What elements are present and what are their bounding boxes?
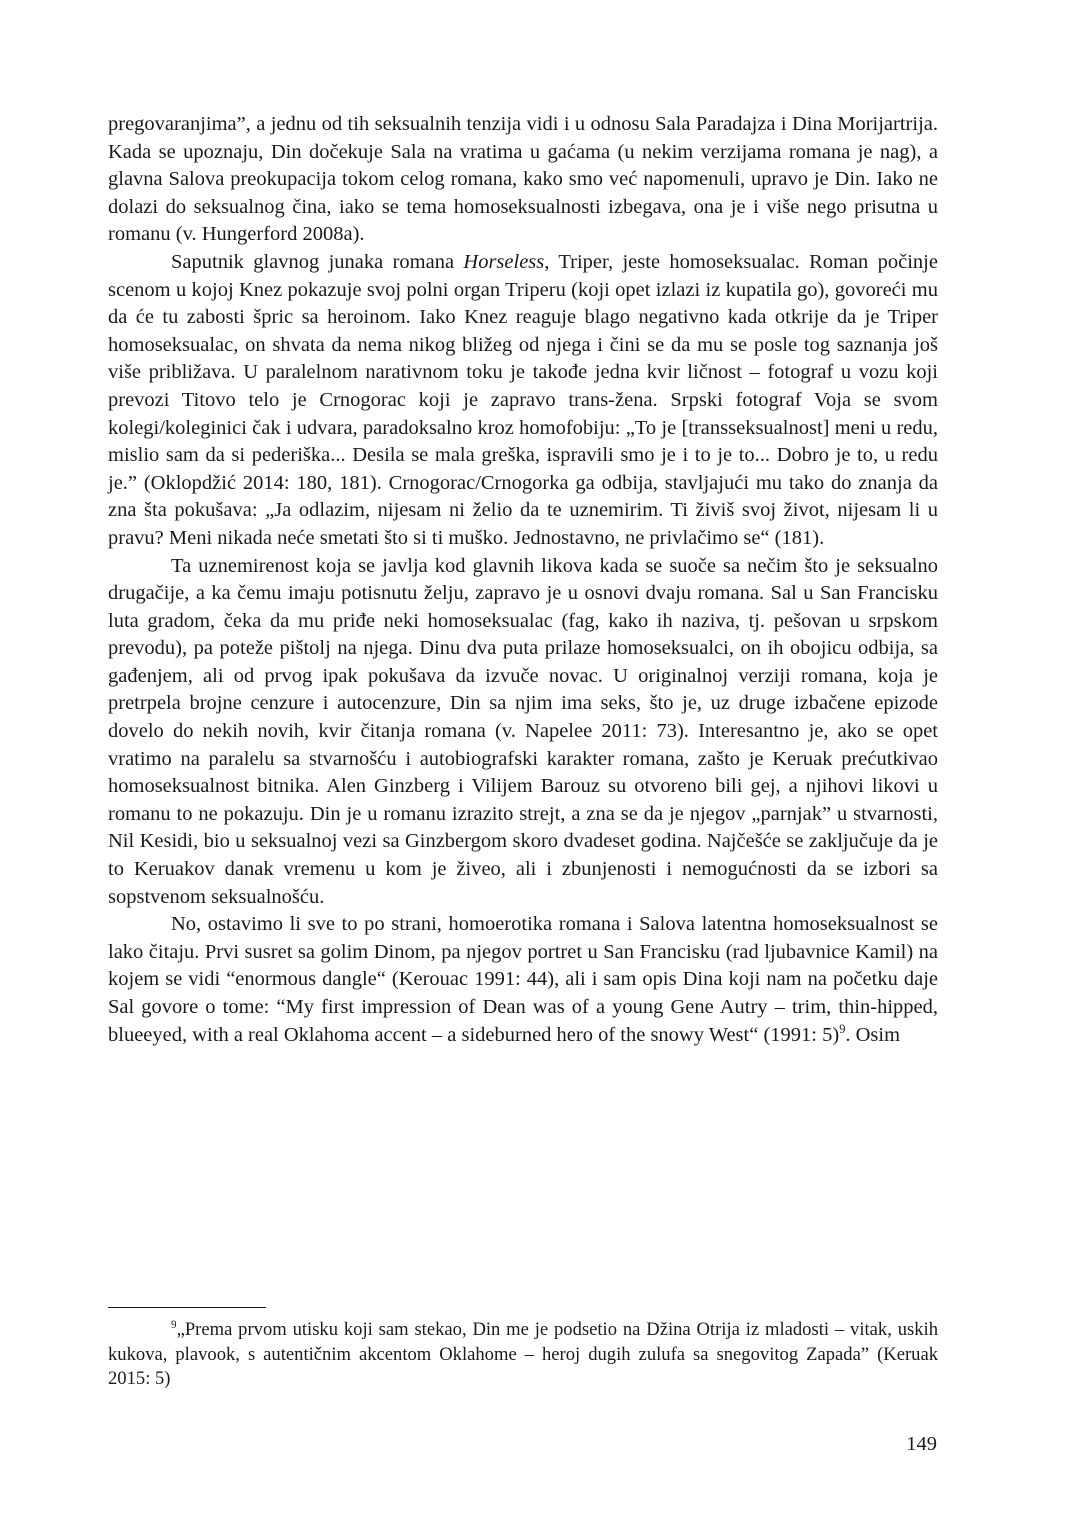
paragraph-2 (108, 249, 938, 553)
footnote-marker: 9 (171, 1318, 177, 1331)
footnote-text: „Prema prvom utisku koji sam stekao, Din me je podsetio na Džina Otrija iz mladosti – vitak, uskih kukova, plavook, s autentičnim akcentom Oklahome – heroj dugih zulufa sa snegovitog Zapada” (Keruak 2015: 5) (108, 1319, 938, 1389)
footnote-reference[interactable]: 9 (839, 1021, 846, 1036)
paragraph-2-start: Saputnik glavnog junaka romana (171, 250, 464, 273)
footnote (108, 1318, 938, 1392)
paragraph-3: Ta uznemirenost koja se javlja kod glavnih likova kada se suoče sa nečim što je seksualno drugačije, a ka čemu imaju potisnutu želju, zapravo je u osnovi dvaju romana. Sal u San Francisku luta gradom, čeka da mu priđe neki homoseksualac (fag, kako ih naziva, tj. pešovan u srpskom prevodu), pa poteže pištolj na njega. Dinu dva puta prilaze homoseksualci, on ih obojicu odbija, sa gađenjem, ali od prvog ipak pokušava da izvuče novac. U originalnoj verziji romana, koja je pretrpela brojne cenzure i autocenzure, Din sa njim ima seks, što je, uz druge izbačene epizode dovelo do nekih novih, kvir čitanja romana (v. Napelee 2011: 73). Interesantno je, ako se opet vratimo na paralelu sa stvarnošću i autobiografski karakter romana, zašto je Keruak prećutkivao homoseksualnost bitnika. Alen Ginzberg i Vilijem Barouz su otvoreno bili gej, a njihovi likovi u romanu to ne pokazuju. Din je u romanu izrazito strejt, a zna se da je njegov „parnjak” u stvarnosti, Nil Kesidi, bio u seksualnoj vezi sa Ginzbergom skoro dvadeset godina. Najčešće se zaključuje da je to Keruakov danak vremenu u kom je živeo, ali i zbunjenosti i nemogućnosti da se izbori sa sopstvenom seksualnošću. (108, 554, 938, 908)
paragraph-1: pregovaranjima”, a jednu od tih seksualnih tenzija vidi i u odnosu Sala Paradajza i Dina Morijartrija. Kada se upoznaju, Din dočekuje Sala na vratima u gaćama (u nekim verzijama romana je nag), a glavna Salova preokupacija tokom celog romana, kako smo već napomenuli, upravo je Din. Iako ne dolazi do seksualnog čina, iako se tema homoseksualnosti izbegava, ona je i više nego prisutna u romanu (v. Hungerford 2008a). (108, 113, 938, 246)
paragraph-4 (108, 911, 938, 1049)
footnote-separator (108, 1307, 266, 1308)
footnote-paragraph (108, 1318, 938, 1392)
paragraph-2-rest: , Triper, jeste homoseksualac. Roman počinje scenom u kojoj Knez pokazuje svoj polni organ Triperu (koji opet izlazi iz kupatila go), govoreći mu da će tu zabosti špric sa heroinom. Iako Knez reaguje blago negativno kada otkrije da je Triper homoseksualac, on shvata da nema nikog bližeg od njega i čini se da mu se posle tog saznanja još više približava. U paralelnom narativnom toku je takođe jedna kvir ličnost – fotograf u vozu koji prevozi Titovo telo je Crnogorac koji je zapravo trans-žena. Srpski fotograf Voja se svom kolegi/koleginici čak i udvara, paradoksalno kroz homofobiju: „To je [transseksualnost] meni u redu, mislio sam da si pederiška... Desila se mala greška, ispravili smo je i to je to... Dobro je to, u redu je.” (Oklopdžić 2014: 180, 181). Crnogorac/Crnogorka ga odbija, stavljajući mu tako do znanja da zna šta pokušava: „Ja odlazim, nijesam ni želio da te uznemirim. Ti živiš svoj život, nijesam li u pravu? Meni nikada neće smetati što si ti muško. Jednostavno, ne privlačimo se“ (181). (108, 250, 938, 549)
body-text (108, 111, 938, 1049)
paragraph-4-end: . Osim (845, 1023, 901, 1046)
page-number: 149 (906, 1433, 937, 1455)
novel-title-horseless: Horseless (463, 250, 545, 273)
paragraph-4-start: No, ostavimo li sve to po strani, homoerotika romana i Salova latentna homoseksualnost se lako čitaju. Prvi susret sa golim Dinom, pa njegov portret u San Francisku (rad ljubavnice Kamil) na kojem se vidi “enormous dangle“ (Kerouac 1991: 44), ali i sam opis Dina koji nam na početku daje Sal govore o tome: “My first impression of Dean was of a young Gene Autry – trim, thin-hipped, blueeyed, with a real Oklahoma accent – a sideburned hero of the snowy West“ (1991: 5) (108, 913, 938, 1046)
